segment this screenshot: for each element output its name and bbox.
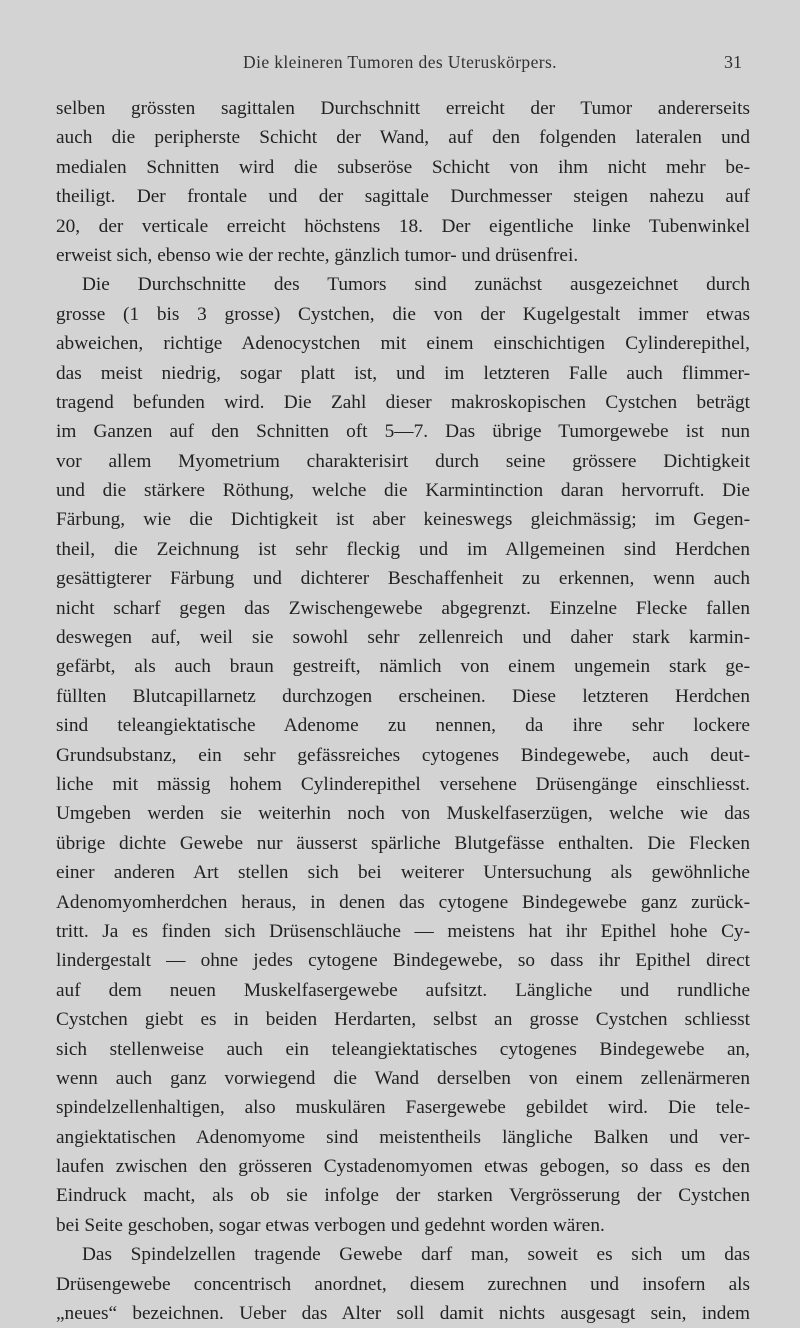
text-line: tritt. Ja es finden sich Drüsenschläuche — meistens hat ihr Epithel hohe Cy- xyxy=(56,920,750,942)
text-line: Das Spindelzellen tragende Gewebe darf man, soweit es sich um das xyxy=(82,1244,750,1266)
text-line: auch die peripherste Schicht der Wand, auf den folgenden lateralen und xyxy=(56,127,750,149)
text-line: Adenomyomherdchen heraus, in denen das cytogene Bindegewebe ganz zurück- xyxy=(56,891,750,913)
text-line: angiektatischen Adenomyome sind meistentheils längliche Balken und ver- xyxy=(56,1126,750,1148)
text-line: „neues“ bezeichnen. Ueber das Alter soll damit nichts ausgesagt sein, indem xyxy=(56,1303,750,1325)
page-header xyxy=(0,52,800,78)
text-line: wenn auch ganz vorwiegend die Wand derselben von einem zellenärmeren xyxy=(56,1067,750,1089)
text-line: das meist niedrig, sogar platt ist, und im letzteren Falle auch flimmer- xyxy=(56,362,750,384)
text-line: grosse (1 bis 3 grosse) Cystchen, die von der Kugelgestalt immer etwas xyxy=(56,303,750,325)
text-line: auf dem neuen Muskelfasergewebe aufsitzt. Längliche und rundliche xyxy=(56,979,750,1001)
text-line: 20, der verticale erreicht höchstens 18. Der eigentliche linke Tubenwinkel xyxy=(56,215,750,237)
text-line: selben grössten sagittalen Durchschnitt erreicht der Tumor andererseits xyxy=(56,98,750,119)
text-line: sind teleangiektatische Adenome zu nennen, da ihre sehr lockere xyxy=(56,715,750,737)
text-line: Färbung, wie die Dichtigkeit ist aber keineswegs gleichmässig; im Gegen- xyxy=(56,509,750,531)
text-line: im Ganzen auf den Schnitten oft 5—7. Das übrige Tumorgewebe ist nun xyxy=(56,421,750,443)
text-line: Die Durchschnitte des Tumors sind zunächst ausgezeichnet durch xyxy=(82,274,750,296)
text-line: Umgeben werden sie weiterhin noch von Muskelfaserzügen, welche wie das xyxy=(56,803,750,825)
text-line: spindelzellenhaltigen, also muskulären Fasergewebe gebildet wird. Die tele- xyxy=(56,1097,750,1119)
text-line: Grundsubstanz, ein sehr gefässreiches cytogenes Bindegewebe, auch deut- xyxy=(56,744,750,766)
text-line: Eindruck macht, als ob sie infolge der starken Vergrösserung der Cystchen xyxy=(56,1185,750,1207)
running-title: Die kleineren Tumoren des Uteruskörpers. xyxy=(243,52,557,72)
text-line: übrige dichte Gewebe nur äusserst spärliche Blutgefässe enthalten. Die Flecken xyxy=(56,832,750,854)
text-line: Cystchen giebt es in beiden Herdarten, selbst an grosse Cystchen schliesst xyxy=(56,1009,750,1031)
text-line: theiligt. Der frontale und der sagittale Durchmesser steigen nahezu auf xyxy=(56,186,750,208)
text-line: gesättigterer Färbung und dichterer Beschaffenheit zu erkennen, wenn auch xyxy=(56,568,750,590)
text-line: Drüsengewebe concentrisch anordnet, diesem zurechnen und insofern als xyxy=(56,1273,750,1295)
text-line: bei Seite geschoben, sogar etwas verbogen und gedehnt worden wären. xyxy=(56,1214,605,1236)
text-line: liche mit mässig hohem Cylinderepithel versehene Drüsengänge einschliesst. xyxy=(56,773,750,795)
body-text xyxy=(56,94,750,1328)
text-line: laufen zwischen den grösseren Cystadenomyomen etwas gebogen, so dass es den xyxy=(56,1156,750,1178)
text-line: vor allem Myometrium charakterisirt durch seine grössere Dichtigkeit xyxy=(56,450,750,472)
text-line: abweichen, richtige Adenocystchen mit einem einschichtigen Cylinderepithel, xyxy=(56,333,750,355)
text-line: nicht scharf gegen das Zwischengewebe abgegrenzt. Einzelne Flecke fallen xyxy=(56,597,750,619)
text-line: deswegen auf, weil sie sowohl sehr zellenreich und daher stark karmin- xyxy=(56,627,750,649)
text-line: theil, die Zeichnung ist sehr fleckig und im Allgemeinen sind Herdchen xyxy=(56,538,750,560)
text-line: und die stärkere Röthung, welche die Karmintinction daran hervorruft. Die xyxy=(56,480,750,502)
text-line: medialen Schnitten wird die subseröse Schicht von ihm nicht mehr be- xyxy=(56,156,750,178)
text-line: erweist sich, ebenso wie der rechte, gänzlich tumor- und drüsenfrei. xyxy=(56,244,579,266)
text-line: sich stellenweise auch ein teleangiektatisches cytogenes Bindegewebe an, xyxy=(56,1038,750,1060)
text-line: tragend befunden wird. Die Zahl dieser makroskopischen Cystchen beträgt xyxy=(56,391,750,413)
page-number: 31 xyxy=(724,52,742,72)
text-line: gefärbt, als auch braun gestreift, nämlich von einem ungemein stark ge- xyxy=(56,656,750,678)
text-line: lindergestalt — ohne jedes cytogene Bindegewebe, so dass ihr Epithel direct xyxy=(56,950,750,972)
text-line: einer anderen Art stellen sich bei weiterer Untersuchung als gewöhnliche xyxy=(56,862,750,884)
text-line: füllten Blutcapillarnetz durchzogen erscheinen. Diese letzteren Herdchen xyxy=(56,685,750,707)
